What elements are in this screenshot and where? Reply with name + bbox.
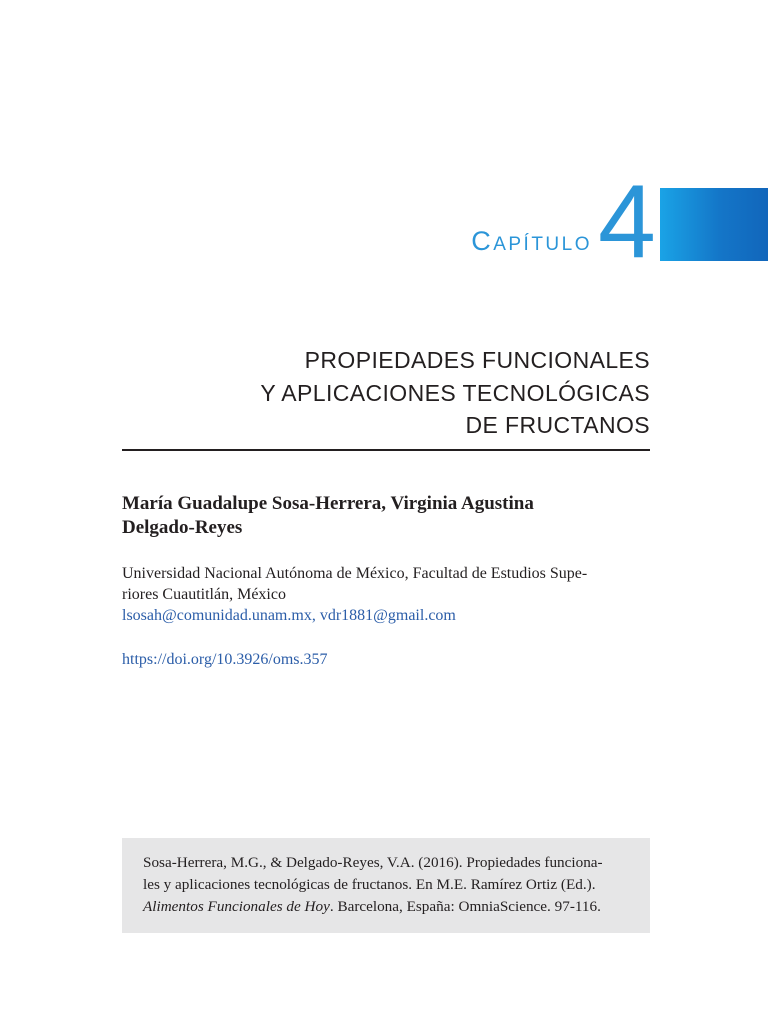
title-divider bbox=[122, 449, 650, 451]
title-line-2: Y APLICACIONES TECNOLÓGICAS bbox=[260, 379, 650, 406]
author-emails-link[interactable]: lsosah@comunidad.unam.mx, vdr1881@gmail.com bbox=[122, 607, 456, 624]
affiliation-line-1: Universidad Nacional Autónoma de México, Facultad de Estudios Supe- bbox=[122, 565, 588, 582]
title-line-1: PROPIEDADES FUNCIONALES bbox=[304, 347, 650, 373]
citation-line-2: les y aplicaciones tecnológicas de fructanos. En M.E. Ramírez Ortiz (Ed.). bbox=[143, 876, 596, 893]
citation-line-3 bbox=[143, 896, 638, 918]
title-line-3: DE FRUCTANOS bbox=[465, 412, 650, 438]
citation-line-1: Sosa-Herrera, M.G., & Delgado-Reyes, V.A. (2016). Propiedades funciona- bbox=[143, 854, 603, 871]
affiliation-line-2: riores Cuautitlán, México bbox=[122, 586, 286, 603]
chapter-label bbox=[471, 226, 592, 257]
authors-line-2: Delgado-Reyes bbox=[122, 517, 243, 538]
chapter-title bbox=[90, 344, 650, 442]
chapter-label-text: Capítulo bbox=[471, 226, 592, 256]
chapter-color-tab bbox=[660, 188, 768, 261]
citation-text bbox=[143, 852, 638, 918]
chapter-number: 4 bbox=[598, 164, 656, 280]
affiliation bbox=[122, 563, 657, 605]
doi-link[interactable]: https://doi.org/10.3926/oms.357 bbox=[122, 651, 328, 668]
authors bbox=[122, 492, 650, 540]
citation-book-title: Alimentos Funcionales de Hoy bbox=[143, 898, 330, 915]
citation-publisher: . Barcelona, España: OmniaScience. 97-116. bbox=[329, 898, 601, 915]
authors-line-1: María Guadalupe Sosa-Herrera, Virginia Agustina bbox=[122, 493, 534, 514]
